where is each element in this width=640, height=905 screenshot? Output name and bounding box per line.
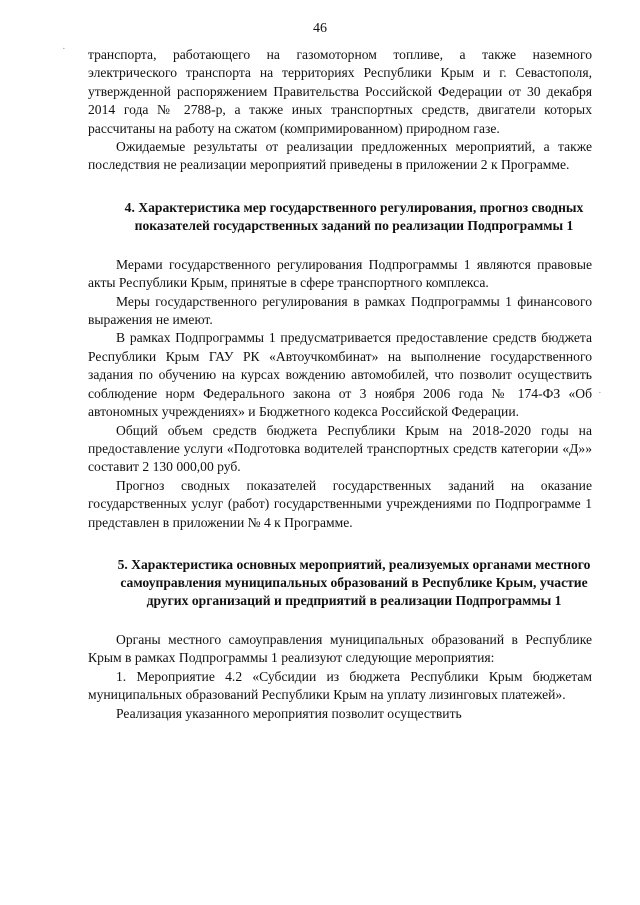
section-number: 4.: [124, 199, 135, 215]
paragraph: Мерами государственного регулирования Подпрограммы 1 являются правовые акты Республики Крым, принятые в сфере транспортного комплекса.: [88, 256, 592, 291]
paragraph: Органы местного самоуправления муниципальных образований в Республике Крым в рамках Подпрограммы 1 реализуют следующие мероприятия:: [88, 631, 592, 666]
paragraph: Реализация указанного мероприятия позволит осуществить: [116, 705, 462, 721]
paragraph: В рамках Подпрограммы 1 предусматривается предоставление средств бюджета Республики Крым ГАУ РК «Автоучкомбинат» на выполнение государственного задания по обучению на курсах вождению автомобилей, что позволит осуществить соблюдение норм Федерального закона от 3 ноября 2006 года № 174-ФЗ «Об автономных учреждениях» и Бюджетного кодекса Российской Федерации.: [88, 330, 592, 420]
section-title: Характеристика основных мероприятий, реализуемых органами местного самоуправления муниципальных образований в Республике Крым, участие других организаций и предприятий в реализации Подпрограммы 1: [120, 556, 591, 608]
paragraph: 1. Мероприятие 4.2 «Субсидии из бюджета Республики Крым бюджетам муниципальных образований Республики Крым на уплату лизинговых платежей».: [88, 668, 592, 703]
paragraph: Ожидаемые результаты от реализации предложенных мероприятий, а также последствия не реализации мероприятий приведены в приложении 2 к Программе.: [88, 139, 592, 173]
scan-mark: ·: [598, 387, 602, 399]
document-body: [88, 46, 592, 723]
scan-mark: ·: [62, 43, 66, 55]
section-title: Характеристика мер государственного регулирования, прогноз сводных показателей государственных заданий по реализации Подпрограммы 1: [134, 199, 584, 233]
paragraph: транспорта, работающего на газомоторном топливе, а также наземного электрического транспорта на территориях Республики Крым и г. Севастополя, утвержденной распоряжением Правительства Российской Федерации от 30 декабря 2014 года № 2788-р, а также иных транспортных средств, двигатели которых рассчитаны на работу на сжатом (компримированном) природном газе.: [88, 47, 592, 136]
page-number: 46: [313, 21, 327, 36]
section-5-heading: [88, 556, 592, 610]
paragraph: Прогноз сводных показателей государственных заданий на оказание государственных услуг (работ) государственными учреждениями по Подпрограмме 1 представлен в приложении № 4 к Программе.: [88, 477, 592, 530]
section-number: 5.: [117, 556, 128, 572]
paragraph: Меры государственного регулирования в рамках Подпрограммы 1 финансового выражения не имеют.: [88, 293, 592, 328]
paragraph: Общий объем средств бюджета Республики Крым на 2018-2020 годы на предоставление услуги «Подготовка водителей транспортных средств категории «Д»» составит 2 130 000,00 руб.: [88, 422, 592, 475]
section-4-heading: [88, 199, 592, 235]
